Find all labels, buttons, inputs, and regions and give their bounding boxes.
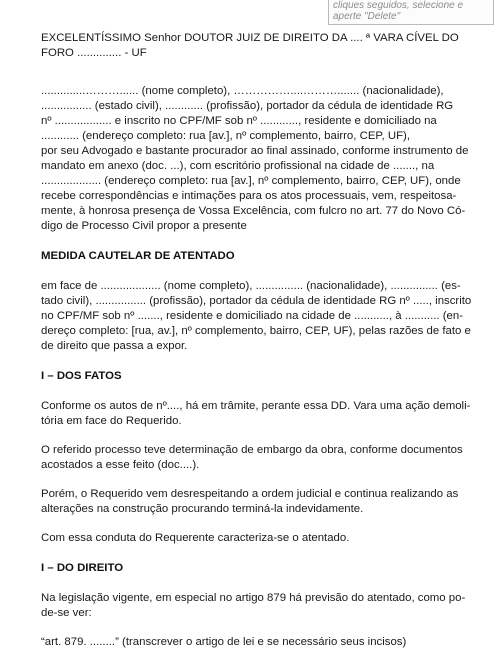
section-heading-law: I – DO DIREITO [41, 562, 124, 574]
plaintiff-qualification [41, 84, 469, 234]
instruction-note [328, 0, 494, 25]
text-line: O referido processo teve determinação de embargo da obra, conforme documentos [41, 444, 463, 456]
text-line: ................ (estado civil), ............ (profissão), portador da cédula de identidade RG [41, 100, 454, 112]
text-line: de direito que passa a expor. [41, 340, 188, 352]
note-line: cliques seguidos, selecione e [333, 0, 464, 11]
petition-document [41, 31, 472, 650]
facts-paragraph [41, 487, 459, 517]
law-paragraph [41, 591, 466, 621]
text-line: acostados a esse feito (doc....). [41, 459, 200, 471]
law-paragraph [41, 635, 453, 650]
text-line: alterações na construção procurando terminá-la indevidamente. [41, 503, 364, 515]
facts-paragraph [41, 531, 453, 546]
text-line: ............ (endereço completo: rua [av.], nº complemento, bairro, CEP, UF), [41, 130, 411, 142]
text-line: EXCELENTÍSSIMO Senhor DOUTOR JUIZ DE DIREITO DA .... ª VARA CÍVEL DO [41, 32, 459, 44]
text-line: recebe correspondências e intimações para os atos processuais, vem, respeitosa- [41, 190, 457, 202]
text-line: de-se ver: [41, 607, 92, 619]
text-line: Porém, o Requerido vem desrespeitando a ordem judicial e continua realizando as [41, 488, 459, 500]
text-line: digo de Processo Civil propor a presente [41, 220, 247, 232]
defendant-qualification [41, 279, 472, 354]
text-line: Com essa conduta do Requerente caracteriza-se o atentado. [41, 532, 350, 544]
text-line: em face de ................... (nome completo), ............... (nacionalidade), ............... (es- [41, 280, 461, 292]
text-line: mandato em anexo (doc. ...), com escritório profissional na cidade de ......., na [41, 160, 435, 172]
text-line: tado civil), ................ (profissão), portador da cédula de identidade RG nº ....., inscrito [41, 295, 472, 307]
text-line: mente, à honrosa presença de Vossa Excelência, com fulcro no art. 77 do Novo Có- [41, 205, 466, 217]
action-title: MEDIDA CAUTELAR DE ATENTADO [41, 250, 235, 262]
text-line: no CPF/MF sob nº ......., residente e domiciliado na cidade de ..........., à ........... (en- [41, 310, 464, 322]
text-line: tória em face do Requerido. [41, 415, 182, 427]
text-line: por seu Advogado e bastante procurador ao final assinado, conforme instrumento de [41, 145, 469, 157]
text-line: ..............………...... (nome completo), ……………....………....... (nacionalidade), [41, 85, 444, 97]
text-line: dereço completo: [rua, av.], nº complemento, bairro, CEP, UF), pelas razões de fato e [41, 325, 471, 337]
text-line: FORO .............. - UF [41, 47, 147, 59]
section-heading-facts: I – DOS FATOS [41, 370, 122, 382]
court-address [41, 31, 459, 61]
text-line: Na legislação vigente, em especial no artigo 879 há previsão do atentado, como po- [41, 592, 466, 604]
text-line: ................... (endereço completo: rua [av.], nº complemento, bairro, CEP, UF), onde [41, 175, 461, 187]
text-line: nº .................. e inscrito no CPF/MF sob nº ............, residente e domiciliado na [41, 115, 437, 127]
facts-paragraph [41, 399, 471, 429]
note-line: aperte "Delete" [333, 11, 401, 22]
facts-paragraph [41, 443, 463, 473]
text-line: “art. 879. ........” (transcrever o artigo de lei e se necessário seus incisos) [41, 636, 407, 648]
text-line: Conforme os autos de nº...., há em trâmite, perante essa DD. Vara uma ação demoli- [41, 400, 471, 412]
